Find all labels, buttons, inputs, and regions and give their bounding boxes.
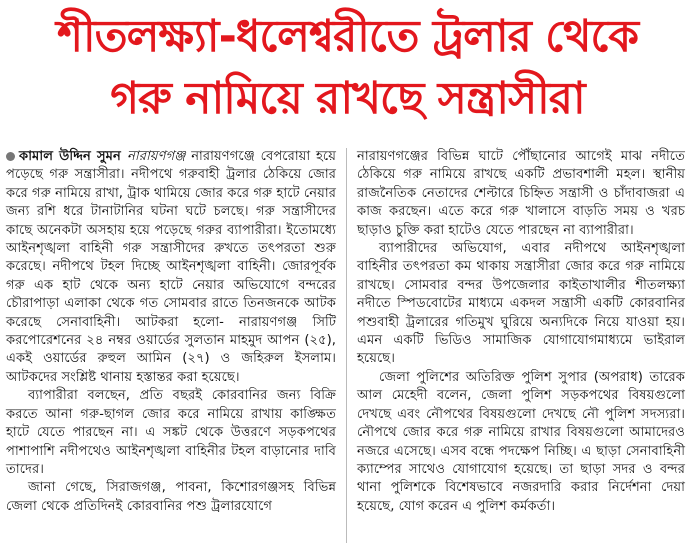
- article-paragraph: জেলা পুলিশের অতিরিক্ত পুলিশ সুপার (অপরাধ) তারেক আল মেহেদী বলেন, জেলা পুলিশ সড়কপথের বিষয়গুলো দেখছে এবং নৌপথের বিষয়গুলো দেখছে নৌ পুলিশ সদস্যরা। নৌপথে জোর করে গরু নামিয়ে রাখার বিষয়গুলো আমাদেরও নজরে এসেছে। এসব বন্ধে পদক্ষেপ নিচ্ছি। এ ছাড়া সেনাবাহিনী ক্যাম্পের সাথেও যোগাযোগ হয়েছে। তা ছাড়া সদর ও বন্দর থানা পুলিশকে বিশেষভাবে নজরদারি করার নির্দেশনা দেয়া হয়েছে, যোগ করেন এ পুলিশ কর্মকর্তা।: [357, 369, 685, 514]
- article-paragraph: জানা গেছে, সিরাজগঞ্জ, পাবনা, কিশোরগঞ্জসহ বিভিন্ন জেলা থেকে প্রতিদিনই কোরবানির পশু ট্রলারযোগে: [6, 480, 336, 514]
- headline: [0, 6, 695, 130]
- right-column: [357, 148, 685, 516]
- article-paragraph: ব্যাপারীদের অভিযোগ, এবার নদীপথে আইনশৃঙ্খলা বাহিনীর তৎপরতা কম থাকায় সন্ত্রাসীরা জোর করে গরু নামিয়ে রাখছে। সোমবার বন্দর উপজেলার কাইতাখালীর শীতলক্ষ্যা নদীতে স্পিডবোটের মাধ্যমে একদল সন্ত্রাসী একটি কোরবানির পশুবাহী ট্রলারের গতিমুখ ঘুরিয়ে অন্যদিকে নিয়ে যাওয়া হয়। এমন একটি ভিডিও সামাজিক যোগাযোগমাধ্যমে ভাইরাল হয়েছে।: [357, 241, 685, 367]
- byline-paragraph: [6, 148, 336, 387]
- byline-location: নারায়ণগঞ্জ: [127, 149, 186, 164]
- headline-line-2: গরু নামিয়ে রাখছে সন্ত্রাসীরা: [110, 73, 585, 124]
- left-column: [6, 148, 336, 516]
- article-paragraph: নারায়ণগঞ্জে বেপরোয়া হয়ে পড়েছে গরু সন্ত্রাসীরা। নদীপথে গরুবাহী ট্রলার ঠেকিয়ে জোর করে গরু নামিয়ে রাখা, ট্রাক থামিয়ে জোর করে গরু হাটে নেয়ার জন্য রশি ধরে টানাটানির ঘটনা ঘটে চলছে। গরু সন্ত্রাসীদের কাছে অনেকটা অসহায় হয়ে পড়েছে গরুর ব্যাপারীরা। ইতোমধ্যে আইনশৃঙ্খলা বাহিনী গরু সন্ত্রাসীদের রুখতে তৎপরতা শুরু করেছে। নদীপথে টহল দিচ্ছে আইনশৃঙ্খলা বাহিনী। জোরপূর্বক গরু এক হাট থেকে অন্য হাটে নেয়ার অভিযোগে বন্দরের চৌরাপাড়া এলাকা থেকে গত সোমবার রাতে তিনজনকে আটক করেছে সেনাবাহিনী। আটকরা হলো- নারায়ণগঞ্জ সিটি করপোরেশনের ২৪ নম্বর ওয়ার্ডের সুলতান মাহমুদ আপন (২৫), একই ওয়ার্ডের রুহুল আমিন (২৭) ও জহিরুল ইসলাম। আটকদের সংশ্লিষ্ট থানায় হস্তান্তর করা হয়েছে।: [6, 149, 336, 385]
- byline-author: কামাল উদ্দিন সুমন: [19, 149, 121, 164]
- column-divider: [346, 148, 347, 543]
- article-paragraph: নারায়ণগঞ্জের বিভিন্ন ঘাটে পৌঁছানোর আগেই মাঝ নদীতে ঠেকিয়ে গরু নামিয়ে রাখছে একটি প্রভাবশালী মহল। স্থানীয় রাজনৈতিক নেতাদের শেল্টারে চিহ্নিত সন্ত্রাসী ও চাঁদাবাজরা এ কাজ করছেন। এতে করে গরু খালাসে বাড়তি সময় ও খরচ ছাড়াও চুক্তি করা হাটেও যেতে পারছেন না ব্যাপারীরা।: [357, 149, 685, 238]
- bullet-icon: [6, 152, 15, 161]
- headline-line-1: শীতলক্ষ্যা-ধলেশ্বরীতে ট্রলার থেকে: [56, 11, 638, 62]
- article-paragraph: ব্যাপারীরা বলছেন, প্রতি বছরই কোরবানির জন্য বিক্রি করতে আনা গরু-ছাগল জোর করে নামিয়ে রাখায় কাঙ্ক্ষিত হাটে যেতে পারছেন না। এ সঙ্কট থেকে উত্তরণে সড়কপথের পাশাপাশি নদীপথেও আইনশৃঙ্খলা বাহিনীর টহল বাড়ানোর দাবি তাদের।: [6, 388, 336, 477]
- byline: [6, 149, 185, 164]
